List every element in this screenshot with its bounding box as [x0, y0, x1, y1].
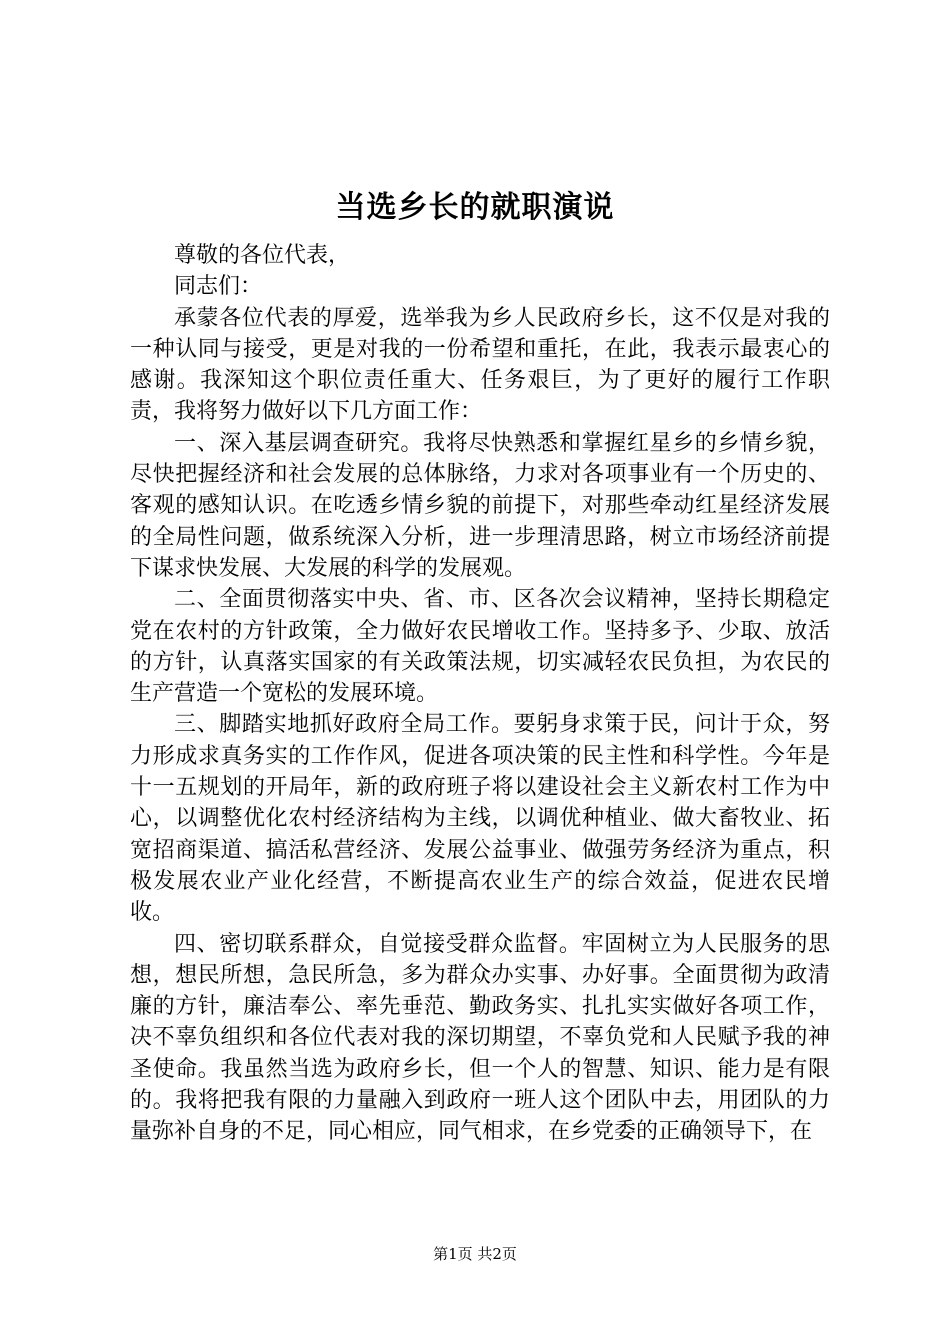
salutation-line: 尊敬的各位代表，	[174, 243, 351, 268]
document-body	[130, 240, 830, 1148]
paragraph-intro: 承蒙各位代表的厚爱，选举我为乡人民政府乡长，这不仅是对我的一种认同与接受，更是对我的一份希望和重托，在此，我表示最衷心的感谢。我深知这个职位责任重大、任务艰巨，为了更好的履行工作职责，我将努力做好以下几方面工作：	[130, 305, 830, 425]
paragraph-point-2: 二、全面贯彻落实中央、省、市、区各次会议精神，坚持长期稳定党在农村的方针政策，全力做好农民增收工作。坚持多予、少取、放活的方针，认真落实国家的有关政策法规，切实减轻农民负担，为农民的生产营造一个宽松的发展环境。	[130, 587, 830, 707]
paragraph-point-3: 三、脚踏实地抓好政府全局工作。要躬身求策于民，问计于众，努力形成求真务实的工作作风，促进各项决策的民主性和科学性。今年是十一五规划的开局年，新的政府班子将以建设社会主义新农村工作为中心，以调整优化农村经济结构为主线，以调优种植业、做大畜牧业、拓宽招商渠道、搞活私营经济、发展公益事业、做强劳务经济为重点，积极发展农业产业化经营，不断提高农业生产的综合效益，促进农民增收。	[130, 712, 830, 926]
paragraph-point-1: 一、深入基层调查研究。我将尽快熟悉和掌握红星乡的乡情乡貌，尽快把握经济和社会发展的总体脉络，力求对各项事业有一个历史的、客观的感知认识。在吃透乡情乡貌的前提下，对那些牵动红星经济发展的全局性问题，做系统深入分析，进一步理清思路，树立市场经济前提下谋求快发展、大发展的科学的发展观。	[130, 430, 830, 581]
document-title: 当选乡长的就职演说	[335, 190, 615, 225]
paragraph-point-4: 四、密切联系群众，自觉接受群众监督。牢固树立为人民服务的思想，想民所想，急民所急，多为群众办实事、办好事。全面贯彻为政清廉的方针，廉洁奉公、率先垂范、勤政务实、扎扎实实做好各项工作，决不辜负组织和各位代表对我的深切期望，不辜负党和人民赋予我的神圣使命。我虽然当选为政府乡长，但一个人的智慧、知识、能力是有限的。我将把我有限的力量融入到政府一班人这个团队中去，用团队的力量弥补自身的不足，同心相应，同气相求，在乡党委的正确领导下，在	[130, 931, 830, 1145]
page-number-footer: 第1页 共2页	[433, 1245, 517, 1263]
salutation-line: 同志们：	[174, 274, 263, 300]
